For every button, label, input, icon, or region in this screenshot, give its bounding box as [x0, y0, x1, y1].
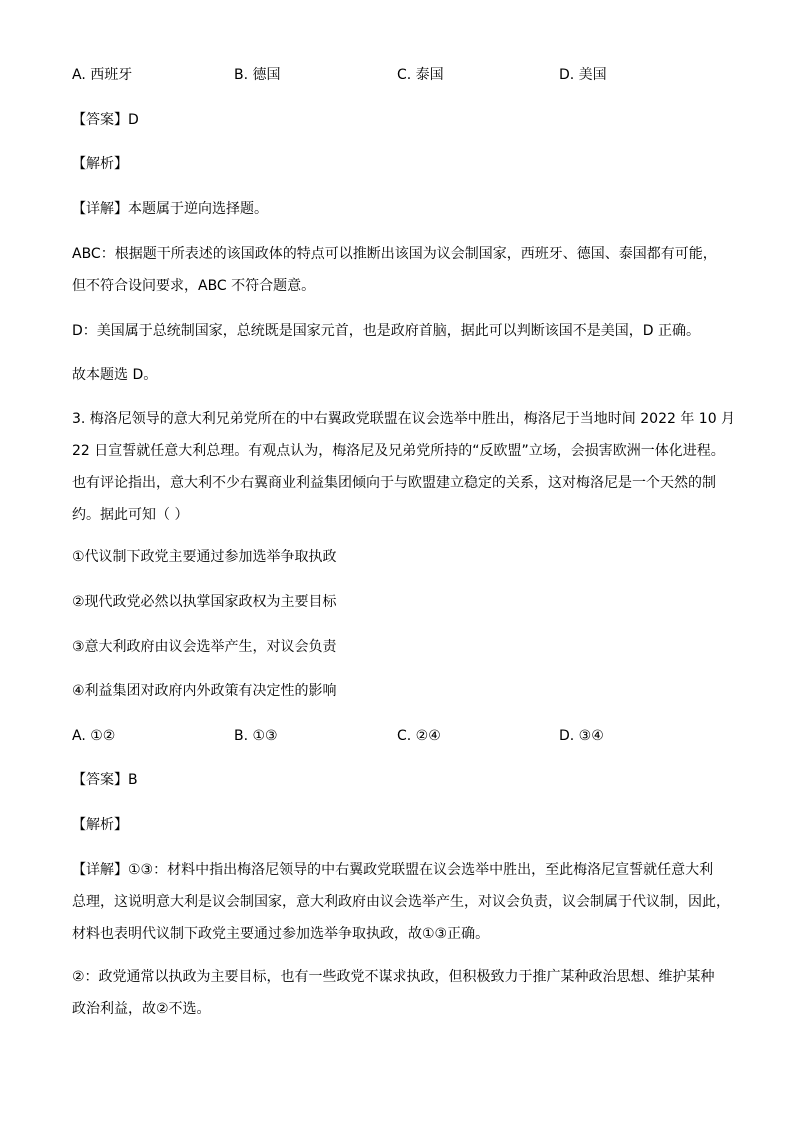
q2-option-a: A. 西班牙 — [72, 67, 133, 83]
q3-option-c: C. ②④ — [397, 728, 441, 744]
q3-statement-4: ④利益集团对政府内外政策有决定性的影响 — [72, 683, 337, 699]
q3-detail-line-3: 材料也表明代议制下政党主要通过参加选举争取执政，故①③正确。 — [72, 926, 490, 942]
q3-stem — [72, 408, 736, 526]
q3-stem-line-1: 3. 梅洛尼领导的意大利兄弟党所在的中右翼政党联盟在议会选举中胜出，梅洛尼于当地时间 2022 年 10 月 — [72, 411, 736, 427]
q3-statement-1: ①代议制下政党主要通过参加选举争取执政 — [72, 549, 337, 565]
q3-stem-line-3: 也有评论指出，意大利不少右翼商业利益集团倾向于与欧盟建立稳定的关系，这对梅洛尼是一个天然的制 — [72, 475, 716, 491]
q3-detail-line-2: 总理，这说明意大利是议会制国家，意大利政府由议会选举产生，对议会负责，议会制属于代议制，因此， — [72, 894, 730, 910]
q3-statement-2: ②现代政党必然以执掌国家政权为主要目标 — [72, 594, 337, 610]
q2-answer: 【答案】D — [72, 112, 139, 128]
q3-detail-line-1: 【详解】①③：材料中指出梅洛尼领导的中右翼政党联盟在议会选举中胜出，至此梅洛尼宣誓就任意大利 — [72, 862, 714, 878]
q2-conclusion: 故本题选 D。 — [72, 367, 158, 383]
q2-analysis-heading: 【解析】 — [72, 156, 128, 172]
q2-option-d: D. 美国 — [559, 67, 607, 83]
q2-detail: 【详解】本题属于逆向选择题。 — [72, 201, 268, 217]
q3-option-b: B. ①③ — [234, 728, 278, 744]
q3-analysis-heading: 【解析】 — [72, 817, 128, 833]
q3-statement-3: ③意大利政府由议会选举产生，对议会负责 — [72, 639, 337, 655]
q2-abc-explanation — [72, 243, 732, 297]
q2-d-explanation: D：美国属于总统制国家，总统既是国家元首，也是政府首脑，据此可以判断该国不是美国，D 正确。 — [72, 323, 701, 339]
q3-detail-2 — [72, 966, 732, 1020]
q3-option-a: A. ①② — [72, 728, 116, 744]
q3-stem-line-4: 约。据此可知（ ） — [72, 507, 189, 523]
q3-detail2-line-1: ②：政党通常以执政为主要目标，也有一些政党不谋求执政，但积极致力于推广某种政治思想、维护某种 — [72, 969, 715, 985]
q3-detail2-line-2: 政治利益，故②不选。 — [72, 1001, 211, 1017]
q2-option-c: C. 泰国 — [397, 67, 444, 83]
q3-stem-line-2: 22 日宣誓就任意大利总理。有观点认为，梅洛尼及兄弟党所持的“反欧盟”立场，会损害欧洲一体化进程。 — [72, 443, 725, 459]
q2-option-b: B. 德国 — [234, 67, 281, 83]
q2-abc-line-1: ABC：根据题干所表述的该国政体的特点可以推断出该国为议会制国家，西班牙、德国、泰国都有可能， — [72, 246, 717, 262]
q3-option-d: D. ③④ — [559, 728, 604, 744]
q2-abc-line-2: 但不符合设问要求，ABC 不符合题意。 — [72, 278, 316, 294]
q3-answer: 【答案】B — [72, 772, 138, 788]
q3-detail — [72, 859, 732, 945]
